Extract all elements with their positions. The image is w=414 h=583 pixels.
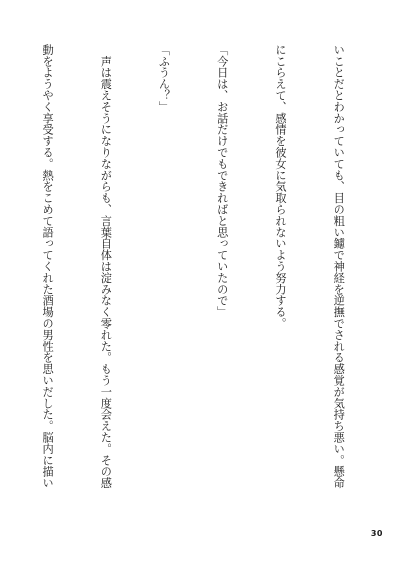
text-line: 動をようやく享受する。熱をこめて語ってくれた酒場の男性を思いだした。脳内に描い [41,44,55,489]
text-line: 「今日は、お話だけでもできればと思っていたので」 [215,44,229,318]
text-line: にこらえて、感情を彼女に気取られないよう努力する。 [273,44,287,329]
text-line: いことだとわかっていても、目の粗い鑢で神経を逆撫でされる感覚が気持ち悪い。懸命 [332,44,346,489]
vertical-text-body [25,44,387,514]
text-line: 声は震えそうになりながらも、言葉自体は淀みなく零れた。もう一度会えた。その感 [99,44,113,489]
text-line: 「ふうん？」 [157,44,171,113]
page-number: 30 [370,529,383,538]
